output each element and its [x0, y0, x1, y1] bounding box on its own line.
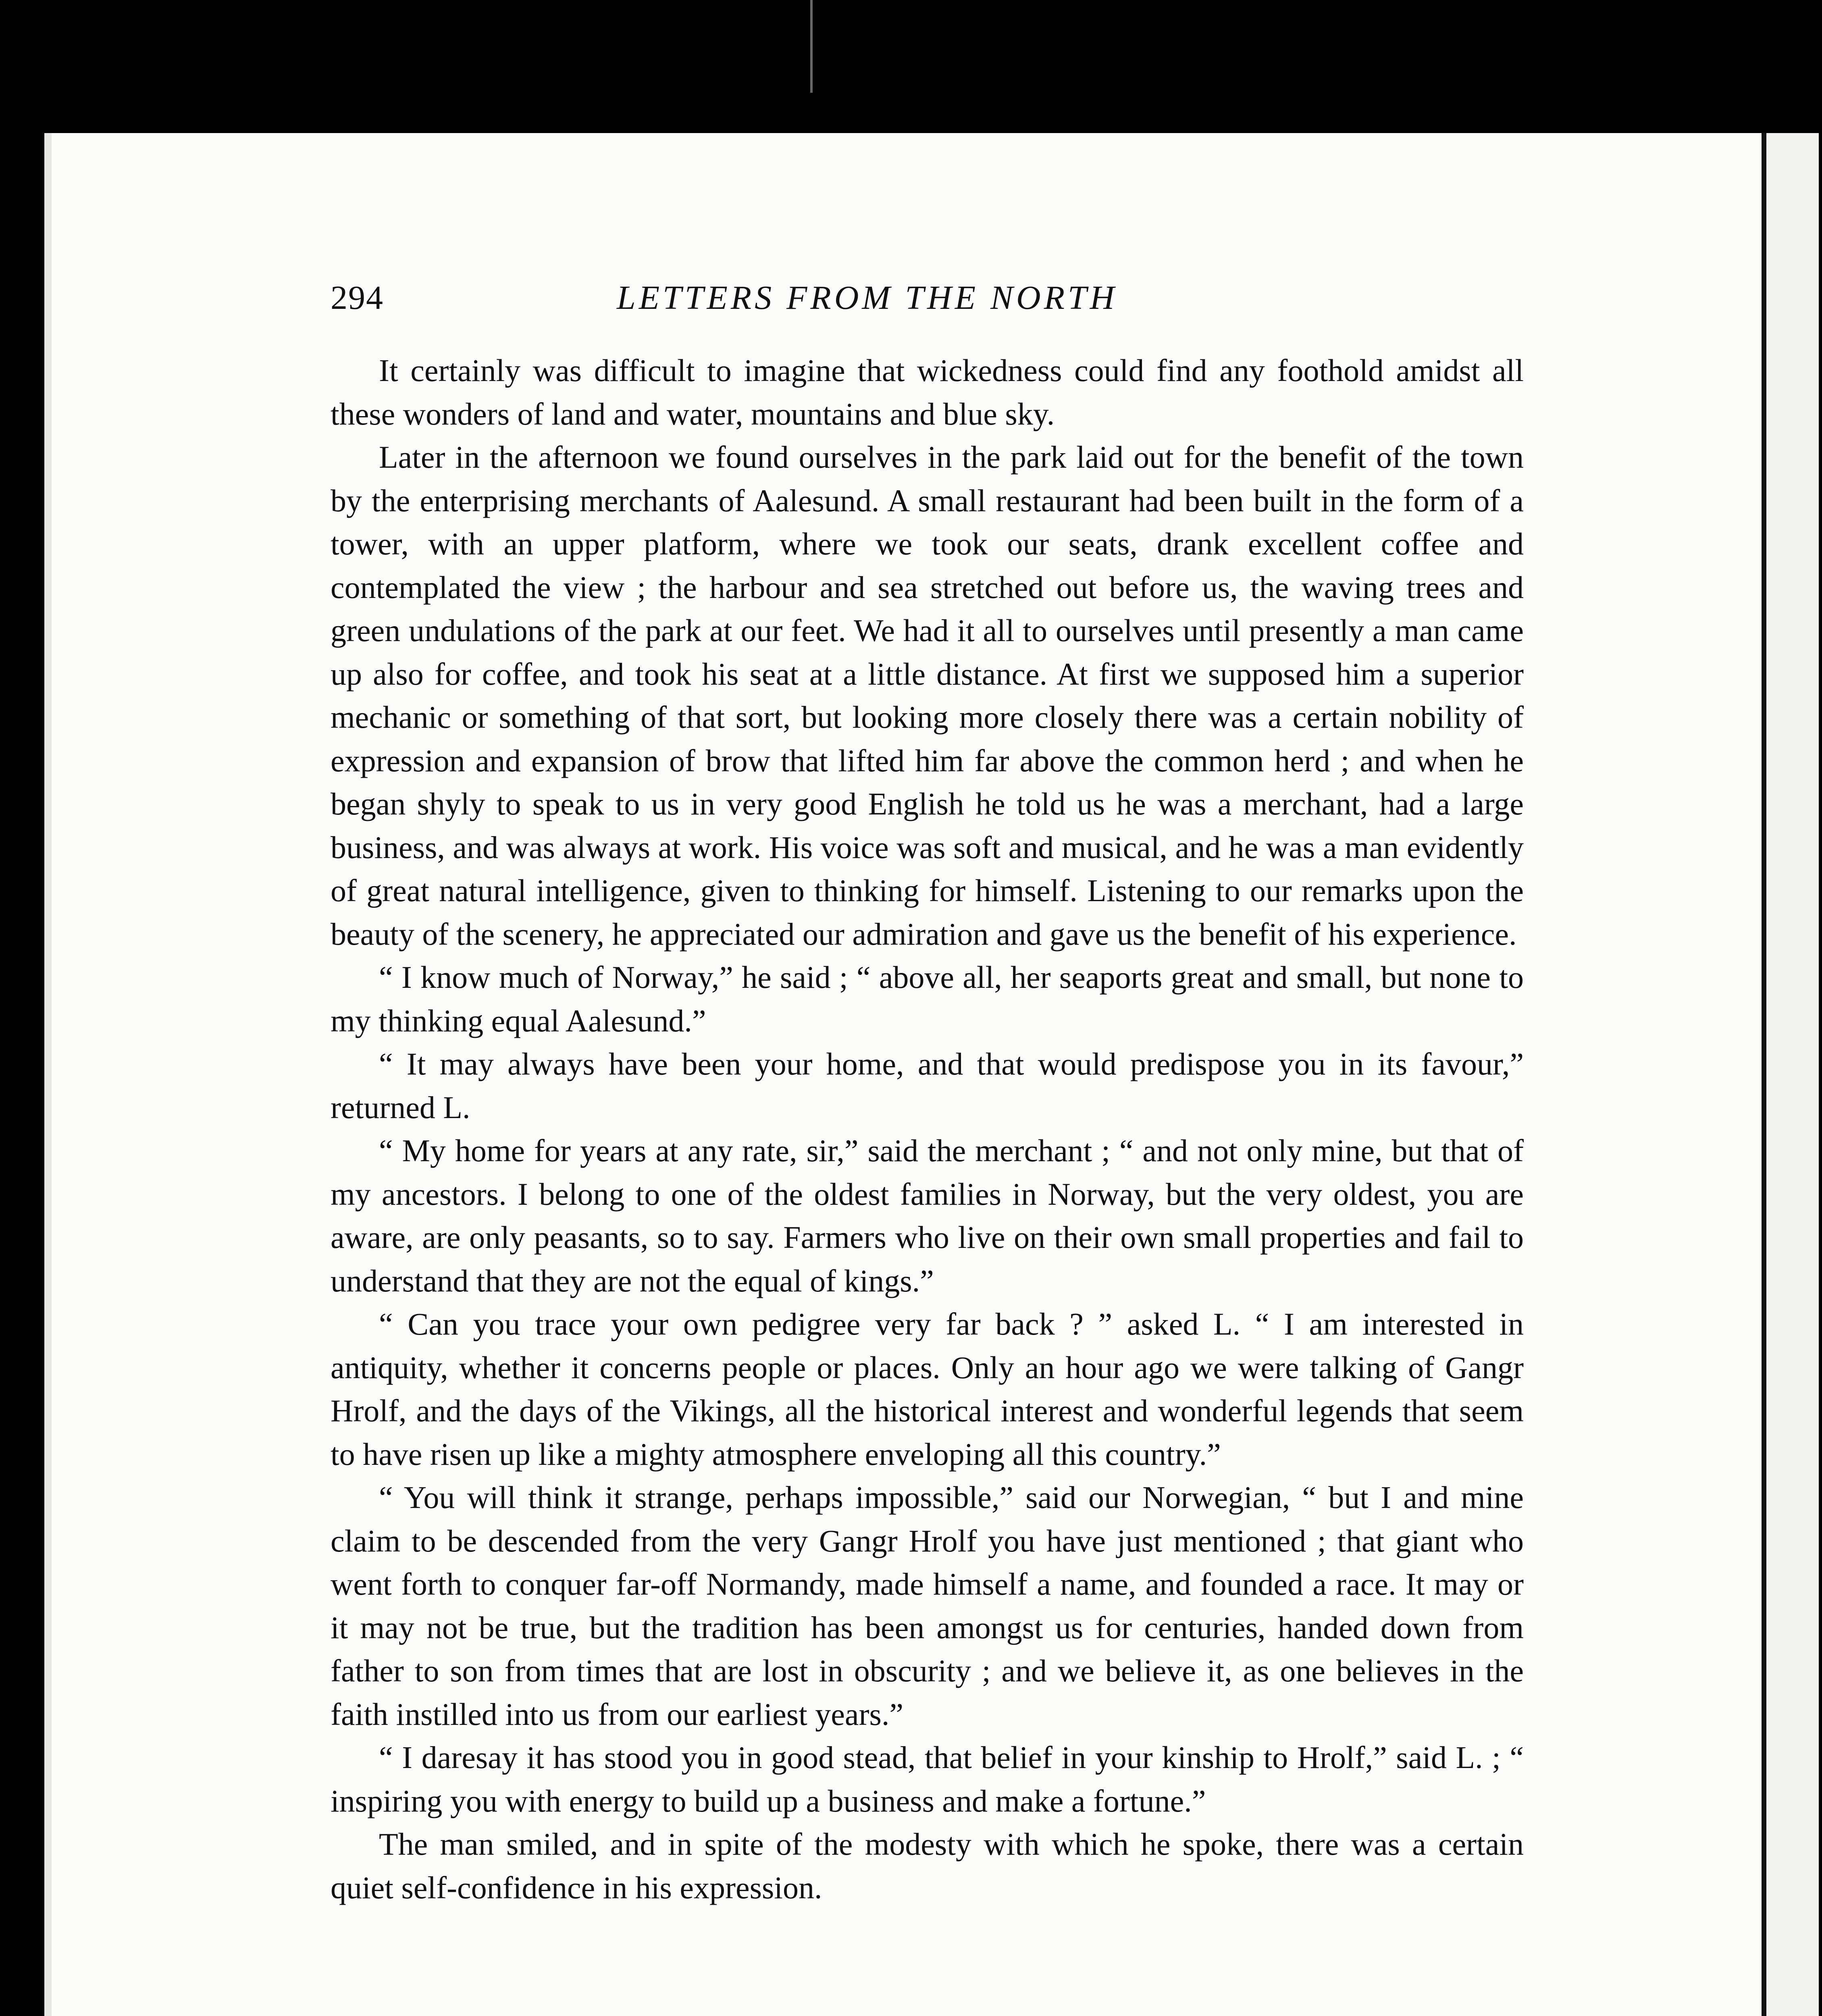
paragraph: “ Can you trace your own pedigree very far back ? ” asked L. “ I am interested in antiquity, whether it concerns people or places. Only an hour ago we were talking of Gangr Hrolf, and the days of the Vikings, all the historical interest and wonderful legends that seem to have risen up like a mighty atmosphere enveloping all this country.”: [331, 1306, 1524, 1472]
running-title: LETTERS FROM THE NORTH: [617, 279, 1118, 317]
paragraph: Later in the afternoon we found ourselves in the park laid out for the benefit of the town by the enterprising merchants of Aalesund. A small restaurant had been built in the form of a tower, with an upper platform, where we took our seats, drank excellent coffee and contemplated the view ; the harbour and sea stretched out before us, the waving trees and green undulations of the park at our feet. We had it all to ourselves until presently a man came up also for coffee, and took his seat at a little distance. At first we supposed him a superior mechanic or something of that sort, but looking more closely there was a certain nobility of expression and expansion of brow that lifted him far above the common herd ; and when he began shyly to speak to us in very good English he told us he was a merchant, had a large business, and was always at work. His voice was soft and musical, and he was a man evidently of great natural intelligence, given to thinking for himself. Listening to our remarks upon the beauty of the scenery, he appreciated our admiration and gave us the benefit of his experience.: [331, 439, 1524, 952]
paragraph: “ It may always have been your home, and that would predispose you in its favour,” returned L.: [331, 1046, 1524, 1125]
page-header: [331, 278, 1540, 327]
page-number: 294: [331, 279, 384, 317]
paragraph: The man smiled, and in spite of the modesty with which he spoke, there was a certain quiet self-confidence in his expression.: [331, 1826, 1524, 1905]
paragraph: It certainly was difficult to imagine that wickedness could find any foothold amidst all these wonders of land and water, mountains and blue sky.: [331, 353, 1524, 431]
paragraph: “ You will think it strange, perhaps impossible,” said our Norwegian, “ but I and mine claim to be descended from the very Gangr Hrolf you have just mentioned ; that giant who went forth to conquer far-off Normandy, made himself a name, and founded a race. It may or it may not be true, but the tradition has been amongst us for centuries, handed down from father to son from times that are lost in obscurity ; and we believe it, as one believes in the faith instilled into us from our earliest years.”: [331, 1480, 1524, 1732]
page-edge: [1762, 133, 1819, 2016]
paragraph: “ My home for years at any rate, sir,” said the merchant ; “ and not only mine, but that of my ancestors. I belong to one of the oldest families in Norway, but the very oldest, you are aware, are only peasants, so to say. Farmers who live on their own small properties and fail to understand that they are not the equal of kings.”: [331, 1133, 1524, 1298]
paragraph: “ I daresay it has stood you in good stead, that belief in your kinship to Hrolf,” said L. ; “ inspiring you with energy to build up a business and make a fortune.”: [331, 1740, 1524, 1818]
paragraph: “ I know much of Norway,” he said ; “ above all, her seaports great and small, but none to my thinking equal Aalesund.”: [331, 960, 1524, 1038]
binding-line: [810, 0, 813, 93]
body-text: [331, 349, 1524, 1909]
